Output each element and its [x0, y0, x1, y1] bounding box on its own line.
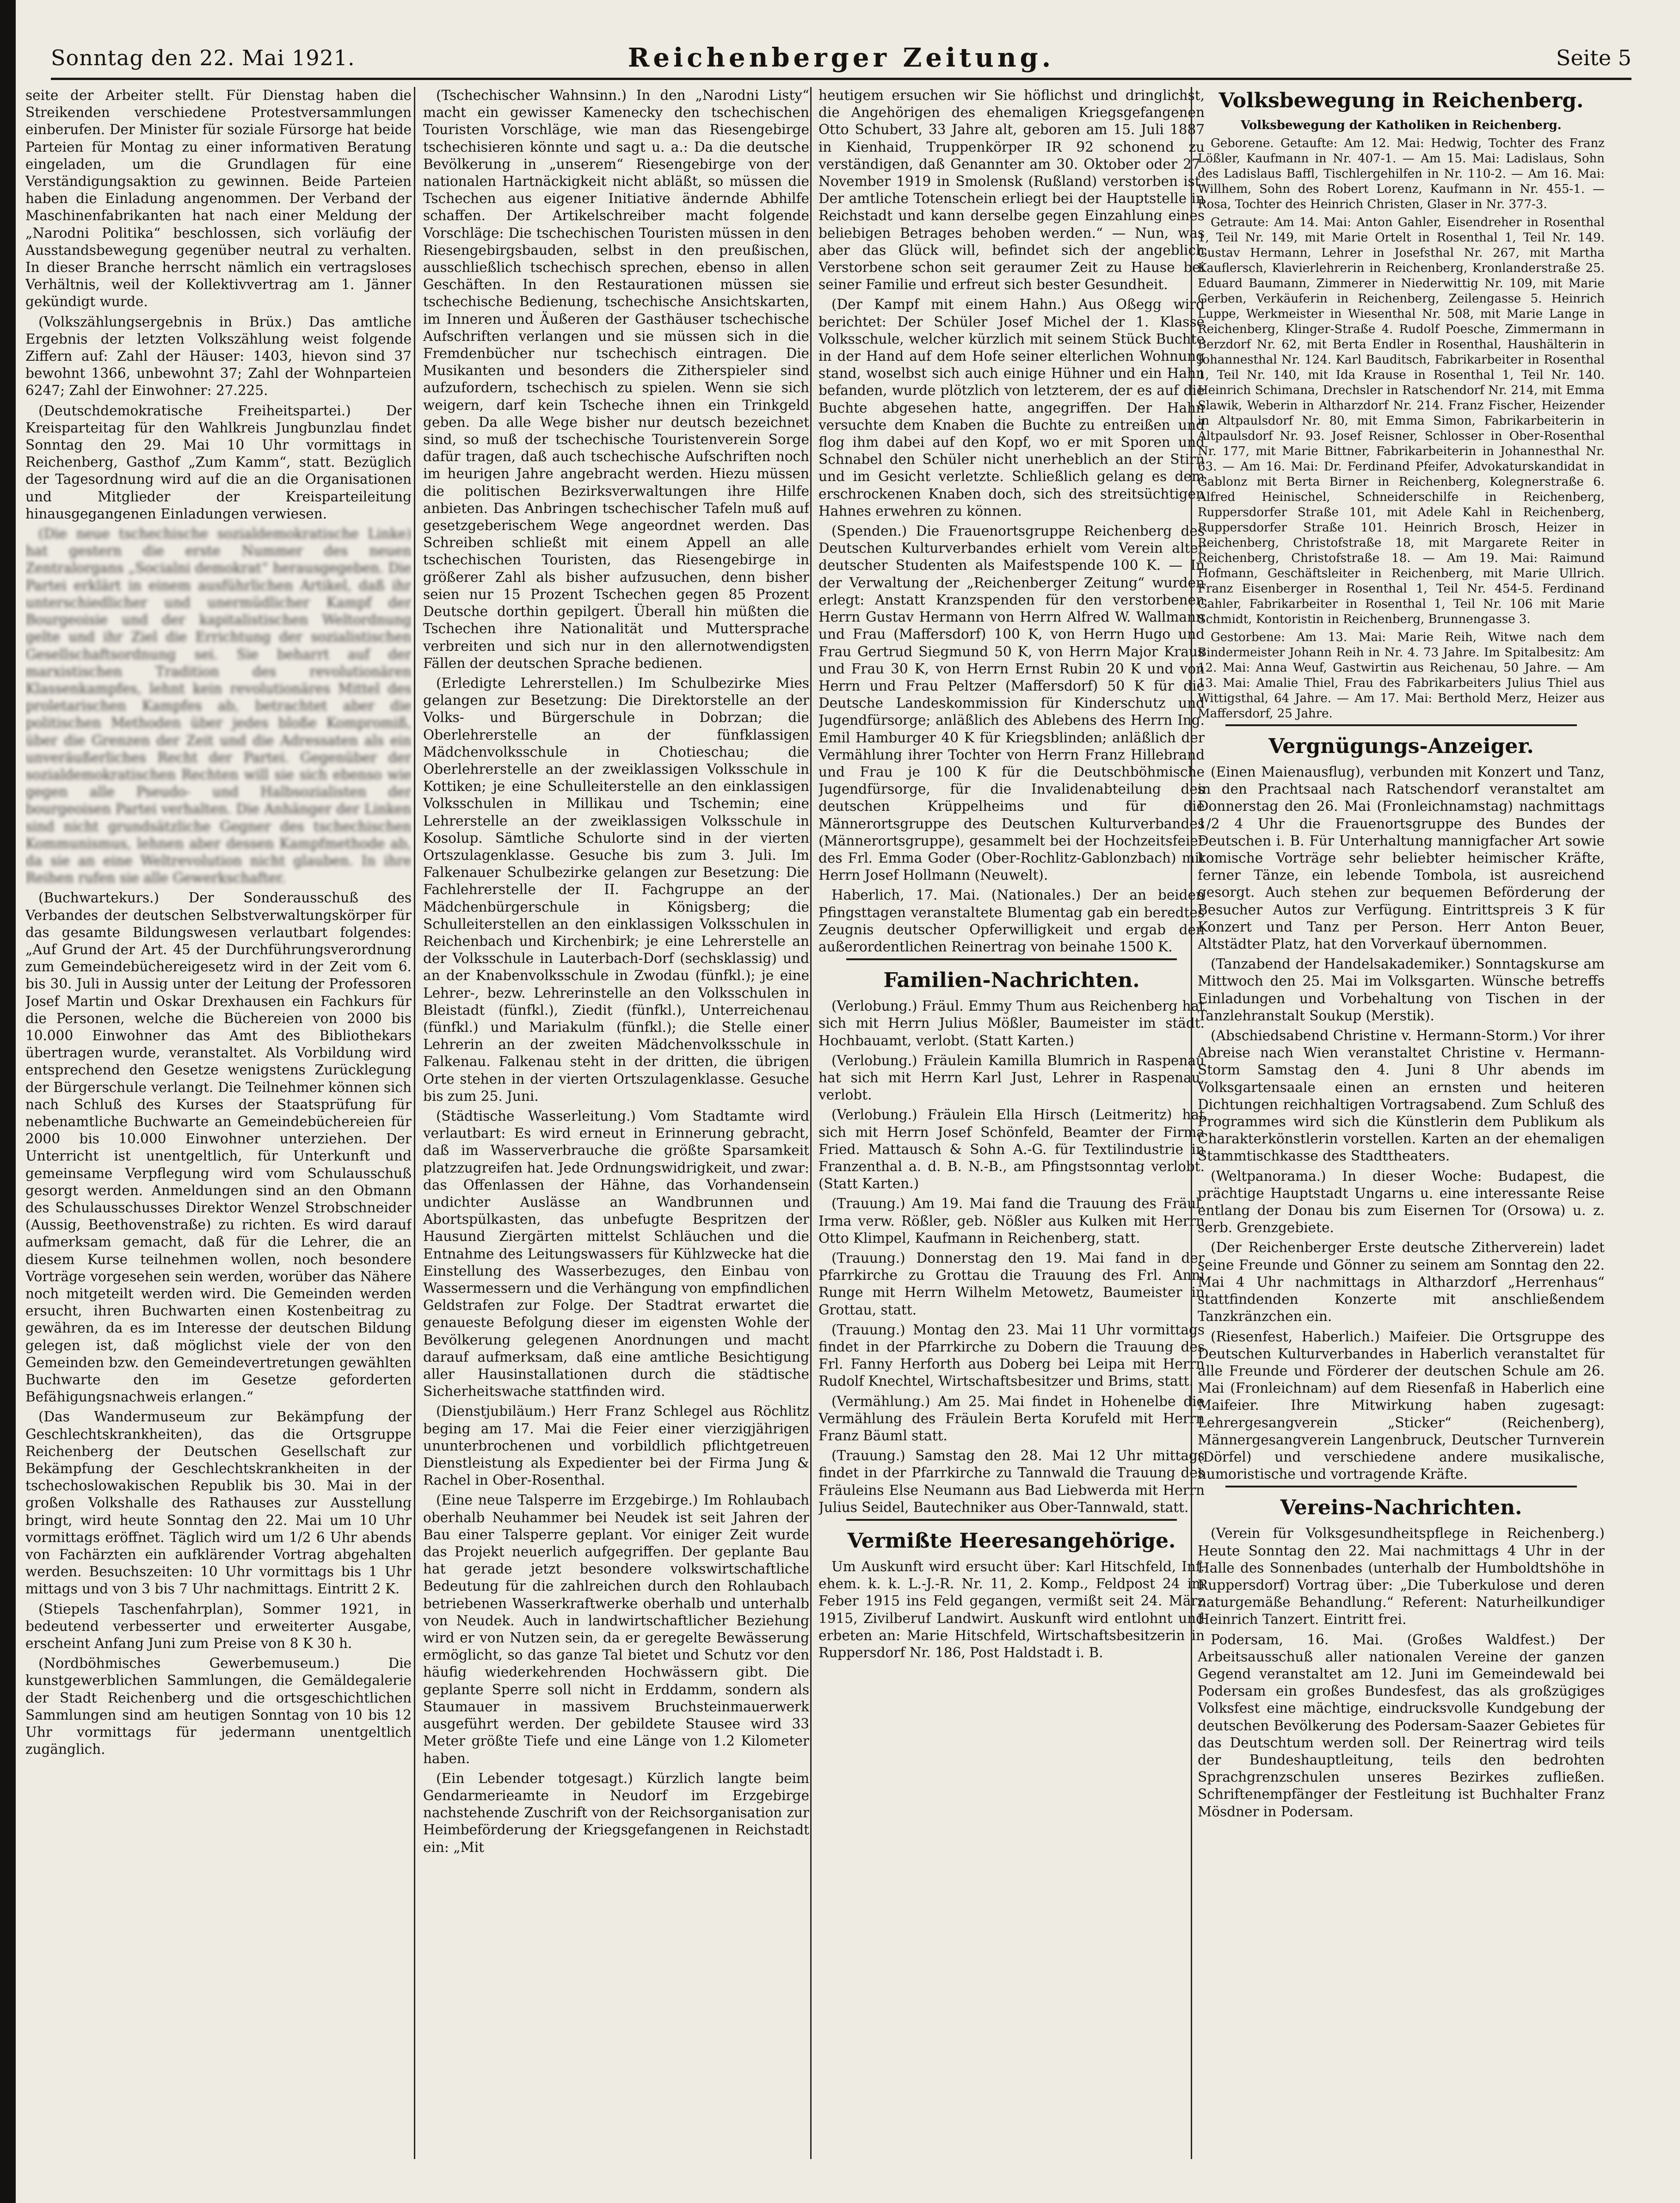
- page-number: Seite 5: [1556, 45, 1631, 70]
- newspaper-title: Reichenberger Zeitung.: [628, 43, 1055, 73]
- scan-edge: [0, 0, 16, 2203]
- article-dam: (Eine neue Talsperre im Erzgebirge.) Im Rohlaubach oberhalb Neuhammer bei Neudek ist seit Jahren der Bau einer Talsperre geplant. Vor einiger Zeit wurde das Projekt neuerlich aufgegriffen. Der geplante Bau hat gerade jetzt besondere volkswirtschaftliche Bedeutung für die zahlreichen durch den Rohlaubach betriebenen Wasserkraftwerke oberhalb und unterhalb von Neudek. Auch in landwirtschaftlicher Beziehung wird er von Nutzen sein, da er geregelte Bewässerung ermöglicht, so das ganze Tal bietet und Schutz vor den häufig wiederkehrenden Hochwässern gibt. Die geplante Sperre soll nicht in Erddamm, sondern als Staumauer in massivem Bruchsteinmauerwerk ausgeführt werden. Der gebildete Stausee wird 33 Meter größte Tiefe und eine Länge von 1.2 Kilometer haben.: [423, 1492, 809, 1766]
- article-new-left: (Die neue tschechische sozialdemokratische Linke) hat gestern die erste Nummer des neuen Zentralorgans „Socialni demokrat“ herausgegeben. Die Partei erklärt in einem ausführlichen Artikel, daß ihr unterschiedlicher und unermüdlicher Kampf der Bourgeoisie und der kapitalistischen Weltordnung gelte und ihr Ziel die Errichtung der sozialistischen Gesellschaftsordnung sei. Sie beharrt auf der marxistischen Tradition des revolutionären Klassenkampfes, lehnt kein revolutionäres Mittel des proletarischen Kampfes ab, betrachtet aber die politischen Methoden über jedes bloße Kompromiß, über die Grenzen der Zeit und die Adressaten als ein unveräußerliches Recht der Partei. Gegenüber der sozialdemokratischen Rechten will sie sich ebenso wie gegen alle Pseudo- und Halbsozialisten der bourgeoisen Partei verhalten. Die Anhänger der Linken sind nicht grundsätzliche Gegner des tschechischen Kommunismus, lehnen aber dessen Kampfmethode ab, da sie an eine Weltrevolution nicht glauben. In ihre Reihen rufen sie alle Gewerkschafter.: [25, 526, 412, 886]
- article-anniversary: (Dienstjubiläum.) Herr Franz Schlegel aus Röchlitz beging am 17. Mai die Feier einer vierzigjährigen ununterbrochenen und vorbildlich pflichtgetreuen Dienstleistung als Expedienter bei der Firma Jung & Rachel in Ober-Rosenthal.: [423, 1403, 809, 1488]
- article-rooster-fight: (Der Kampf mit einem Hahn.) Aus Oßegg wird berichtet: Der Schüler Josef Michel der 1. Klasse Volksschule, welcher kürzlich mit seinem Stück Buchte in der Hand auf dem Hofe seiner elterlichen Wohnung stand, woselbst sich auch einige Hühner und ein Hahn befanden, wurde plötzlich von letzterem, der es auf die Buchte abgesehen hatte, angegriffen. Der Hahn versuchte dem Knaben die Buchte zu entreißen und flog ihm dabei auf den Kopf, wo er mit Sporen und Schnabel den Schüler nicht unerheblich an der Stirn und im Gesicht verletzte. Schließlich gelang es dem erschrockenen Knaben doch, sich des streitsüchtigen Hahnes erwehren zu können.: [818, 296, 1205, 519]
- family-notice: (Vermählung.) Am 25. Mai findet in Hohenelbe die Vermählung des Fräulein Berta Korufeld mit Herrn Franz Bäuml statt.: [818, 1393, 1205, 1444]
- column-2: [423, 87, 809, 2187]
- column-4: [1198, 87, 1605, 2187]
- births-list: Geborene. Getaufte: Am 12. Mai: Hedwig, Tochter des Franz Lößler, Kaufmann in Nr. 407-1. — Am 15. Mai: Ladislaus, Sohn des Ladislaus Baffl, Tischlergehilfen in Nr. 110-2. — Am 16. Mai: Willhem, Sohn des Robert Lorenz, Kaufmann in Nr. 455-1. — Rosa, Tochter des Heinrich Christen, Glaser in Nr. 377-3.: [1198, 136, 1605, 211]
- event-notice: (Der Reichenberger Erste deutsche Zitherverein) ladet seine Freunde und Gönner zu seinem am Sonntag den 22. Mai 4 Uhr nachmittags in Altharzdorf „Herrenhaus“ stattfindenden Konzerte mit anschließendem Tanzkränzchen ein.: [1198, 1240, 1605, 1325]
- article-haberlich-flowerday: Haberlich, 17. Mai. (Nationales.) Der an beiden Pfingsttagen veranstaltete Blumentag gab ein beredtes Zeugnis deutscher Opferwilligkeit und ergab den außerordentlichen Reinertrag von beinahe 1500 K.: [818, 887, 1205, 955]
- column-1: [25, 87, 412, 2187]
- page-header: [51, 41, 1631, 80]
- column-rule: [810, 87, 812, 2159]
- section-heading-population: Volksbewegung in Reichenberg.: [1218, 89, 1584, 112]
- section-heading-entertainment: Vergnügungs-Anzeiger.: [1268, 734, 1534, 758]
- family-notice: (Trauung.) Donnerstag den 19. Mai fand in der Pfarrkirche zu Grottau die Trauung des Frl. Anni Runge mit Herrn Wilhelm Metowetz, Baumeister in Grottau, statt.: [818, 1250, 1205, 1318]
- family-notice: (Verlobung.) Fräulein Kamilla Blumrich in Raspenau hat sich mit Herrn Karl Just, Lehrer in Raspenau, verlobt.: [818, 1052, 1205, 1103]
- article-declared-dead: (Ein Lebender totgesagt.) Kürzlich langte beim Gendarmerieamte in Neudorf im Erzgebirge nachstehende Zuschrift von der Reichsorganisation zur Heimbeförderung der Kriegsgefangenen in Reichstadt ein: „Mit: [423, 1770, 809, 1855]
- section-heading-missing: Vermißte Heeresangehörige.: [847, 1529, 1176, 1553]
- article-wandermuseum: (Das Wandermuseum zur Bekämpfung der Geschlechtskrankheiten), das die Ortsgruppe Reichenberg der Deutschen Gesellschaft zur Bekämpfung der Geschlechtskrankheiten in der tschechoslowakischen Republik bis 30. Mai in der großen Volkshalle des Rathauses zur Ausstellung bringt, wird heute Sonntag den 22. Mai um 10 Uhr vormittags eröffnet. Täglich wird um 1/2 6 Uhr abends von Fachärzten ein aufklärender Vortrag abgehalten werden. Besuchszeiten: 10 Uhr vormittags bis 1 Uhr mittags und von 3 bis 7 Uhr nachmittags. Eintritt 2 K.: [25, 1409, 412, 1597]
- section-divider: [1225, 1486, 1577, 1487]
- event-notice: (Riesenfest, Haberlich.) Maifeier. Die Ortsgruppe des Deutschen Kulturverbandes in Haberlich veranstaltet für alle Freunde und Förderer der deutschen Schule am 26. Mai (Fronleichnam) auf dem Riesenfaß in Haberlich eine Maifeier. Ihre Mitwirkung haben zugesagt: Lehrergesangverein „Sticker“ (Reichenberg), Männergesangverein Langenbruck, Deutscher Turnverein (Dörfel) und verschiedene andere musikalische, humoristische und vortragende Kräfte.: [1198, 1328, 1605, 1482]
- article-declared-dead-continued: heutigem ersuchen wir Sie höflichst und dringlichst, die Angehörigen des ehemaligen Kriegsgefangenen Otto Schubert, 33 Jahre alt, geboren am 15. Juli 1887 in Kienhaid, Truppenkörper IR 92 schonend zu verständigen, daß Genannter am 30. Oktober oder 27. November 1919 in Smolensk (Rußland) verstorben ist. Der amtliche Totenschein erliegt bei der Hauptstelle in Reichstadt und kann derselbe gegen Einzahlung eines beliebigen Betrages behoben werden.“ — Nun, was aber das Glück will, befindet sich der angeblich Verstorbene schon seit geraumer Zeit zu Hause bei seiner Familie und erfreut sich bester Gesundheit.: [818, 87, 1205, 293]
- event-notice: (Abschiedsabend Christine v. Hermann-Storm.) Vor ihrer Abreise nach Wien veranstaltet Christine v. Hermann-Storm Samstag den 4. Juni 8 Uhr abends im Volksgartensaale einen an ernsten und heiteren Dichtungen reichhaltigen Vortragsabend. Zum Schluß des Programmes wird sich die Künstlerin dem Publikum als Charakterkönstlerin vorstellen. Karten an der ehemaligen Stammtischkasse des Stadttheaters.: [1198, 1028, 1605, 1164]
- population-subheading: Volksbewegung der Katholiken in Reichenberg.: [1241, 118, 1562, 132]
- marriages-list: Getraute: Am 14. Mai: Anton Gahler, Eisendreher in Rosenthal 1, Teil Nr. 149, mit Marie Ortelt in Rosenthal 1, Teil Nr. 149. Gustav Hermann, Lehrer in Josefsthal Nr. 267, mit Martha Kauflersch, Klavierlehrerin in Reichenberg, Kronlanderstraße 25. Eduard Baumann, Zimmerer in Niederwittig Nr. 109, mit Marie Gerben, Verkäuferin in Reichenberg, Zeilengasse 5. Heinrich Luppe, Werkmeister in Wiesenthal Nr. 508, mit Marie Lange in Reichenberg, Klinger-Straße 4. Rudolf Poesche, Zimmermann in Berzdorf Nr. 62, mit Berta Endler in Rosenthal, Haushälterin in Johannesthal Nr. 124. Karl Bauditsch, Fabrikarbeiter in Rosenthal 1, Teil Nr. 140, mit Ida Krause in Rosenthal 1, Teil Nr. 140. Heinrich Schimana, Drechsler in Ratschendorf Nr. 214, mit Emma Slawik, Weberin in Altharzdorf Nr. 214. Franz Fischer, Heizender in Altpaulsdorf Nr. 80, mit Emma Simon, Fabrikarbeiterin in Altpaulsdorf Nr. 93. Josef Reisner, Schlosser in Ober-Rosenthal Nr. 177, mit Marie Bittner, Fabrikarbeiterin in Johannesthal Nr. 63. — Am 16. Mai: Dr. Ferdinand Pfeifer, Advokaturskandidat in Gablonz mit Berta Birner in Reichenberg, Kolegnerstraße 6. Alfred Heinischel, Schneiderschilfe in Reichenberg, Ruppersdorfer Straße 101, mit Adele Kahl in Reichenberg, Ruppersdorfer Straße 101. Heinrich Brosch, Heizer in Reichenberg, Christofstraße 18, mit Margarete Reiter in Reichenberg, Christofstraße 18. — Am 19. Mai: Raimund Hofmann, Geschäftsleiter in Reichenberg, mit Marie Ullrich. Franz Eisenberger in Rosenthal 1, Teil Nr. 454-5. Ferdinand Gahler, Fabrikarbeiter in Rosenthal 1, Teil Nr. 106 mit Marie Schmidt, Kontoristin in Reichenberg, Brunnengasse 3.: [1198, 216, 1605, 626]
- article-strike-continued: seite der Arbeiter stellt. Für Dienstag haben die Streikenden verschiedene Protestversammlungen einberufen. Der Minister für soziale Fürsorge hat beide Parteien für Montag zu einer informativen Beratung eingeladen, um die Grundlagen für eine Verständigungsaktion zu gewinnen. Beide Parteien haben die Einladung angenommen. Der Verband der Maschinenfabrikanten hat nach einer Meldung der „Narodni Politika“ beschlossen, sich vorläufig der Ausstandsbewegung gegenüber neutral zu verhalten. In dieser Branche herrscht nämlich ein vertragsloses Verhältnis, weil der Kollektivvertrag am 1. Jänner gekündigt wurde.: [25, 87, 412, 310]
- section-divider: [846, 1519, 1177, 1521]
- article-timetable: (Stiepels Taschenfahrplan), Sommer 1921, in bedeutend verbesserter und erweiterter Ausgabe, erscheint Anfang Juni zum Preise von 8 K 30 h.: [25, 1601, 412, 1652]
- section-divider: [1225, 724, 1577, 726]
- missing-soldier-notice: Um Auskunft wird ersucht über: Karl Hitschfeld, Inf. ehem. k. k. L.-J.-R. Nr. 11, 2. Komp., Feldpost 24 im Feber 1915 ins Feld gegangen, vermißt seit 24. März 1915, Zivilberuf Landwirt. Auskunft wird entlohnt und erbeten an: Marie Hitschfeld, Wirtschaftsbesitzerin in Ruppersdorf Nr. 186, Post Haldstadt i. B.: [818, 1559, 1205, 1661]
- deaths-list: Gestorbene: Am 13. Mai: Marie Reih, Witwe nach dem Bindermeister Johann Reih in Nr. 4. 73 Jahre. Im Spitalbesitz: Am 12. Mai: Anna Weuf, Gastwirtin aus Reichenau, 50 Jahre. — Am 13. Mai: Amalie Thiel, Frau des Fabrikarbeiters Julius Thiel aus Wittigsthal, 64 Jahre. — Am 17. Mai: Berthold Merz, Heizer aus Maffersdorf, 25 Jahre.: [1198, 630, 1605, 721]
- family-notice: (Verlobung.) Fräulein Ella Hirsch (Leitmeritz) hat sich mit Herrn Josef Schönfeld, Beamter der Firma Fried. Mattausch & Sohn A.-G. für Textilindustrie in Franzenthal a. d. B. N.-B., am Pfingstsonntag verlobt. (Statt Karten.): [818, 1107, 1205, 1192]
- club-notice: (Verein für Volksgesundheitspflege in Reichenberg.) Heute Sonntag den 22. Mai nachmittags 4 Uhr in der Halle des Sonnenbades (unterhalb der Humboldtshöhe in Ruppersdorf) Vortrag über: „Die Tuberkulose und deren naturgemäße Behandlung.“ Referent: Naturheilkundiger Heinrich Tanzert. Eintritt frei.: [1198, 1525, 1605, 1628]
- article-census-brux: (Volkszählungsergebnis in Brüx.) Das amtliche Ergebnis der letzten Volkszählung weist folgende Ziffern auf: Zahl der Häuser: 1403, hievon sind 37 bewohnt 1366, unbewohnt 37; Zahl der Wohnparteien 6247; Zahl der Einwohner: 27.225.: [25, 314, 412, 399]
- event-notice: (Weltpanorama.) In dieser Woche: Budapest, die prächtige Hauptstadt Ungarns u. eine interessante Reise entlang der Donau bis zum Eisernen Tor (Orsowa) u. z. serb. Grenzgebiete.: [1198, 1168, 1605, 1236]
- header-date: Sonntag den 22. Mai 1921.: [51, 45, 355, 70]
- article-trade-museum: (Nordböhmisches Gewerbemuseum.) Die kunstgewerblichen Sammlungen, die Gemäldegalerie der Stadt Reichenberg und die ortsgeschichtlichen Sammlungen sind am heutigen Sonntag von 10 bis 12 Uhr vormittags für jedermann unentgeltlich zugänglich.: [25, 1655, 412, 1758]
- section-heading-clubs: Vereins-Nachrichten.: [1280, 1496, 1522, 1520]
- family-notice: (Trauung.) Am 19. Mai fand die Trauung des Fräul. Irma verw. Rößler, geb. Nößler aus Kulken mit Herrn Otto Klimpel, Kaufmann in Reichenberg, statt.: [818, 1196, 1205, 1246]
- column-rule: [414, 87, 415, 2159]
- column-3: [818, 87, 1205, 2187]
- article-librarian-course: (Buchwartekurs.) Der Sonderausschuß des Verbandes der deutschen Selbstverwaltungskörper für das gesamte Bildungswesen verlautbart folgendes: „Auf Grund der Art. 45 der Durchführungsverordnung zum Gemeindebüchereigesetz wird in der Zeit vom 6. bis 30. Juli in Aussig unter der Leitung der Professoren Josef Martin und Oskar Drexhausen ein Fachkurs für die Personen, welche die Büchereien von 2000 bis 10.000 Einwohner das Amt des Bibliothekars übertragen wurde, veranstaltet. Als Vorbildung wird entsprechend den Gesetze wenigstens Zurücklegung der Bürgerschule verlangt. Die Teilnehmer können sich nach Schluß des Kurses der Staatsprüfung für nebenamtliche Buchwarte an Gemeindebüchereien für 2000 bis 10.000 Einwohner unterziehen. Der Unterricht ist unentgeltlich, für Unterkunft und gemeinsame Verpflegung wird vom Schulausschuß gesorgt werden. Anmeldungen sind an den Obmann des Schulausschusses Direktor Wenzel Strobschneider (Aussig, Beethovenstraße) zu richten. Es wird darauf aufmerksam gemacht, daß für die Lehrer, die an diesem Kurse teilnehmen wollen, noch besondere Vorträge vorgesehen sein werden, worüber das Nähere noch mitgeteilt werden wird. Die Gemeinden werden ersucht, ihren Buchwarten einen Kostenbeitrag zu gewähren, da es im Interesse der deutschen Bildung gelegen ist, daß möglichst viele der von den Gemeinden bzw. den Gemeindevertretungen gewählten Buchwarte den im Gesetze geforderten Befähigungsnachweis erlangen.“: [25, 890, 412, 1405]
- article-teacher-posts: (Erledigte Lehrerstellen.) Im Schulbezirke Mies gelangen zur Besetzung: Die Direktorstelle an der Volks- und Bürgerschule in Dobrzan; die Oberlehrerstelle an der fünfklassigen Mädchenvolksschule in Chotieschau; die Oberlehrerstelle an der zweiklassigen Volksschule in Kottiken; je eine Schulleiterstelle an den einklassigen Volksschulen in Millikau und Tschemin; eine Lehrerstelle an der zweiklassigen Volksschule in Kosolup. Sämtliche Schulorte sind in der vierten Ortszulagenklasse. Gesuche bis zum 3. Juli. Im Falkenauer Schulbezirke gelangen zur Besetzung: Die Fachlehrerstelle der II. Fachgruppe an der Mädchenbürgerschule in Königsberg; die Schulleiterstellen an den einklassigen Volksschulen in Reichenbach und Kirchenbirk; je eine Lehrerstelle an der Volksschule in Lauterbach-Dorf (sechsklassig) und an der Knabenvolksschule in Zwodau (fünfkl.); je eine Lehrer-, bezw. Lehrerinstelle an den Volksschulen in Bleistadt (fünfkl.), Ziedit (fünfkl.), Unterreichenau (fünfkl.) und Mariakulm (fünfkl.); die Stelle einer Lehrerin an der zweiten Mädchenvolksschule in Falkenau. Falkenau steht in der dritten, die übrigen Orte stehen in der vierten Ortszulagenklasse. Gesuche bis zum 25. Juni.: [423, 675, 809, 1104]
- event-notice: (Tanzabend der Handelsakademiker.) Sonntagskurse am Mittwoch den 25. Mai im Volksgarten. Wünsche betreffs Einladungen und Vorbehaltung von Tischen in der Tanzlehranstalt Soukup (Merstik).: [1198, 956, 1605, 1024]
- club-notice: Podersam, 16. Mai. (Großes Waldfest.) Der Arbeitsausschuß aller nationalen Vereine der ganzen Gegend veranstaltet am 12. Juni im Gemeindewald bei Podersam ein großes Bundesfest, das als großzügiges Volksfest eine mächtige, eindrucksvolle Kundgebung der deutschen Bevölkerung des Podersam-Saazer Gebietes für das Deutschtum werden soll. Der Reinertrag wird teils der Bundeshauptleitung, teils den bedrohten Sprachgrenzschulen unseres Bezirkes zufließen. Schriftenempfänger der Festleitung ist Buchhalter Franz Mösdner in Podersam.: [1198, 1631, 1605, 1820]
- section-divider: [846, 958, 1177, 960]
- article-water-supply: (Städtische Wasserleitung.) Vom Stadtamte wird verlautbart: Es wird erneut in Erinnerung gebracht, daß im Wasserverbrauche die größte Sparsamkeit platzzugreifen hat. Jede Ordnungswidrigkeit, und zwar: das Offenlassen der Hähne, das Vorhandensein undichter Auslässe an Wandbrunnen und Abortspülkasten, das unbefugte Bespritzen der Hausund Ziergärten mittelst Schläuchen und die Entnahme des Leitungswassers für Kühlzwecke hat die Einstellung des Wasserbezuges, den Einbau von Wassermessern und die Verhängung von empfindlichen Geldstrafen zur Folge. Der Stadtrat erwartet die genaueste Befolgung dieser im eigensten Wohle der Bevölkerung gelegenen Anordnungen und macht darauf aufmerksam, daß eine amtliche Besichtigung aller Hausinstallationen durch die städtische Sicherheitswache stattfinden wird.: [423, 1108, 809, 1400]
- article-czech-madness: (Tschechischer Wahnsinn.) In den „Narodni Listy“ macht ein gewisser Kamenecky den tschechischen Touristen Vorschläge, wie man das Riesengebirge tschechisieren könnte und sagt u. a.: Da die deutsche Bevölkerung in „unserem“ Riesengebirge von der nationalen Hartnäckigkeit nicht abläßt, so müssen die Tschechen aus eigener Initiative ändernde Abhilfe schaffen. Der Artikelschreiber macht folgende Vorschläge: Die tschechischen Touristen müssen in den Riesengebirgsbauden, selbst in den preußischen, ausschließlich tschechisch sprechen, ebenso in allen Geschäften. In den Restaurationen müssen sie tschechische Bedienung, tschechische Ansichtskarten, im Inneren und Äußeren der Gasthäuser tschechische Aufschriften verlangen und sie müssen sich in die Fremdenbücher nur tschechisch eintragen. Die Musikanten und besonders die Zitherspieler sind aufzufordern, tschechisch zu spielen. Wenn sie sich weigern, darf kein Tscheche ihnen ein Trinkgeld geben. Da alle Wege bisher nur deutsch bezeichnet sind, so muß der tschechische Touristenverein Sorge dafür tragen, daß auch tschechische Aufschriften noch im heurigen Jahre angebracht werden. Hiezu müssen die politischen Bezirksverwaltungen ihre Hilfe anbieten. Das Anbringen tschechischer Tafeln muß auf gesetzgeberischem Wege angeordnet werden. Das Schreiben schließt mit einem Appell an alle tschechischen Touristen, das Riesengebirge in größerer Zahl als bisher aufzusuchen, denn bisher seien nur 15 Prozent Tschechen gegen 85 Prozent Deutsche dorthin gepilgert. Überall hin müßten die Tschechen ihre Nationalität und Muttersprache verbreiten und sich nur in den allernotwendigsten Fällen der deutschen Sprache bedienen.: [423, 87, 809, 671]
- article-freedom-party: (Deutschdemokratische Freiheitspartei.) Der Kreisparteitag für den Wahlkreis Jungbunzlau findet Sonntag den 29. Mai 10 Uhr vormittags in Reichenberg, Gasthof „Zum Kamm“, statt. Bezüglich der Tagesordnung wird auf die an die Organisationen und Mitglieder der Kreisparteileitung hinausgegangenen Einladungen verwiesen.: [25, 402, 412, 522]
- family-notice: (Verlobung.) Fräul. Emmy Thum aus Reichenberg hat sich mit Herrn Julius Mößler, Baumeister im städt. Hochbauamt, verlobt. (Statt Karten.): [818, 998, 1205, 1049]
- event-notice: (Einen Maienausflug), verbunden mit Konzert und Tanz, in den Prachtsaal nach Ratschendorf veranstaltet am Donnerstag den 26. Mai (Fronleichnamstag) nachmittags 1/2 4 Uhr die Frauenortsgruppe des Bundes der Deutschen i. B. Für Unterhaltung mannigfacher Art sowie komische Vorträge sehr beliebter heimischer Kräfte, ferner Tänze, ein lebende Tombola, ist ausreichend gesorgt. Auch stehen zur bequemen Beförderung der Besucher Autos zur Verfügung. Eintrittspreis 3 K für Konzert und Tanz per Person. Herr Anton Beuer, Altstädter Platz, hat den Vorverkauf übernommen.: [1198, 764, 1605, 952]
- family-notice: (Trauung.) Montag den 23. Mai 11 Uhr vormittags findet in der Pfarrkirche zu Dobern die Trauung des Frl. Fanny Herforth aus Doberg bei Leipa mit Herrn Rudolf Knechtel, Wirtschaftsbesitzer und Brims, statt.: [818, 1321, 1205, 1389]
- family-notice: (Trauung.) Samstag den 28. Mai 12 Uhr mittags findet in der Pfarrkirche zu Tannwald die Trauung des Fräuleins Else Neumann aus Bad Liebwerda mit Herrn Julius Seidel, Bautechniker aus Ober-Tannwald, statt.: [818, 1448, 1205, 1515]
- article-donations: (Spenden.) Die Frauenortsgruppe Reichenberg des Deutschen Kulturverbandes erhielt vom Verein alter deutscher Studenten als Maifestspende 100 K. — In der Verwaltung der „Reichenberger Zeitung“ wurden erlegt: Anstatt Kranzspenden für den verstorbenen Herrn Gustav Hermann von Herrn Alfred W. Wallmann und Frau (Maffersdorf) 100 K, von Herrn Hugo und Frau Gertrud Siegmund 50 K, von Herrn Major Kraus und Frau 30 K, von Herrn Ernst Rubin 20 K und von Herrn und Frau Peltzer (Maffersdorf) 50 K für die Deutsche Landeskommission für Kinderschutz und Jugendfürsorge; anläßlich des Ablebens des Herrn Ing. Emil Hamburger 40 K für Kriegsblinden; anläßlich der Vermählung ihrer Tochter von Herrn Franz Hillebrand und Frau je 100 K für die Deutschböhmische Jugendfürsorge, für die Invalidenabteilung des deutschen Krüppelheims und für die Männerortsgruppe des Deutschen Kulturverbandes (Männerortsgruppe), gesammelt bei der Hochzeitsfeier des Frl. Emma Goder (Ober-Rochlitz-Gablonzbach) mit Herrn Josef Hollmann (Neuwelt).: [818, 523, 1205, 883]
- section-heading-family: Familien-Nachrichten.: [883, 969, 1140, 993]
